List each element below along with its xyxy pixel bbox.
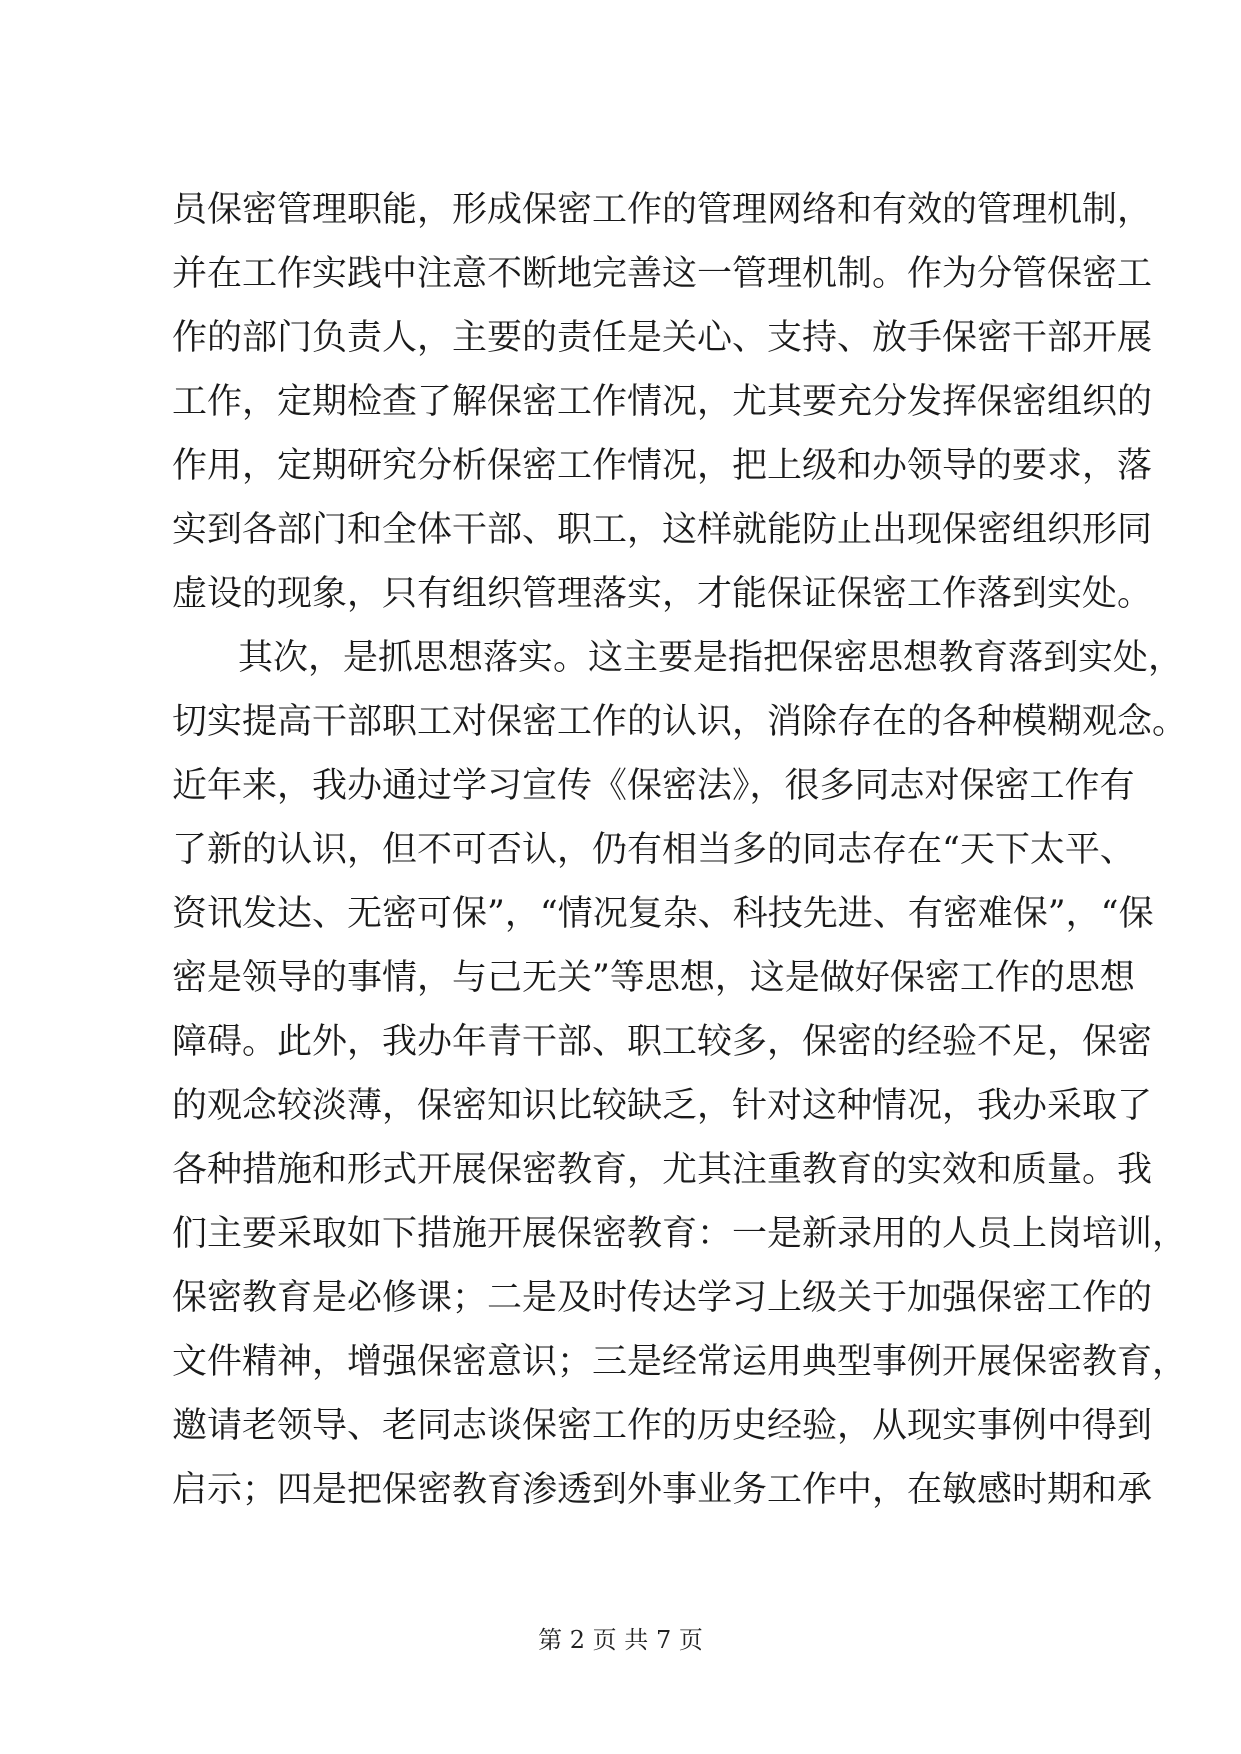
- text-line: 其次，是抓思想落实。这主要是指把保密思想教育落到实处，: [238, 638, 1184, 678]
- text-line: 保密教育是必修课；二是及时传达学习上级关于加强保密工作的: [172, 1278, 1153, 1318]
- text-line: 作的部门负责人，主要的责任是关心、支持、放手保密干部开展: [172, 318, 1153, 358]
- text-line: 邀请老领导、老同志谈保密工作的历史经验，从现实事例中得到: [172, 1406, 1153, 1446]
- text-line: 们主要采取如下措施开展保密教育：一是新录用的人员上岗培训，: [172, 1214, 1188, 1254]
- text-line: 资讯发达、无密可保”，“情况复杂、科技先进、有密难保”，“保: [172, 894, 1154, 934]
- text-line: 近年来，我办通过学习宣传《保密法》，很多同志对保密工作有: [172, 766, 1135, 806]
- text-line: 虚设的现象，只有组织管理落实，才能保证保密工作落到实处。: [172, 574, 1153, 614]
- text-line: 员保密管理职能，形成保密工作的管理网络和有效的管理机制，: [172, 190, 1153, 230]
- text-line: 障碍。此外，我办年青干部、职工较多，保密的经验不足，保密: [172, 1022, 1153, 1062]
- text-line: 文件精神，增强保密意识；三是经常运用典型事例开展保密教育，: [172, 1342, 1188, 1382]
- text-line: 并在工作实践中注意不断地完善这一管理机制。作为分管保密工: [172, 254, 1153, 294]
- text-line: 切实提高干部职工对保密工作的认识，消除存在的各种模糊观念。: [172, 702, 1188, 742]
- text-line: 了新的认识，但不可否认，仍有相当多的同志存在“天下太平、: [172, 830, 1135, 870]
- text-line: 密是领导的事情，与己无关”等思想，这是做好保密工作的思想: [172, 958, 1135, 998]
- text-line: 实到各部门和全体干部、职工，这样就能防止出现保密组织形同: [172, 510, 1153, 550]
- page-number-footer: 第 2 页 共 7 页: [538, 1626, 703, 1654]
- text-line: 工作，定期检查了解保密工作情况，尤其要充分发挥保密组织的: [172, 382, 1153, 422]
- body-text: [172, 178, 1188, 1522]
- text-line: 作用，定期研究分析保密工作情况，把上级和办领导的要求，落: [172, 446, 1153, 486]
- text-line: 启示；四是把保密教育渗透到外事业务工作中，在敏感时期和承: [172, 1470, 1153, 1510]
- text-line: 各种措施和形式开展保密教育，尤其注重教育的实效和质量。我: [172, 1150, 1153, 1190]
- text-line: 的观念较淡薄，保密知识比较缺乏，针对这种情况，我办采取了: [172, 1086, 1153, 1126]
